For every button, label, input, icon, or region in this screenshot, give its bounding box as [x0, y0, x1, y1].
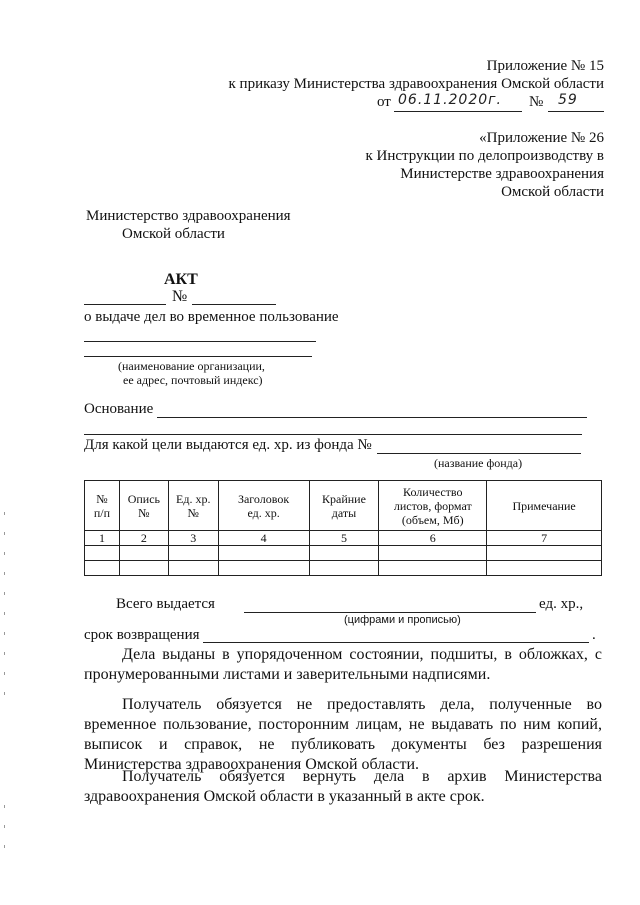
org-address-line2 [84, 356, 312, 357]
fund-caption: (название фонда) [434, 456, 523, 470]
table-column-number: 6 [379, 531, 487, 546]
table-cell [218, 561, 309, 576]
table-header-line: (объем, Мб) [401, 512, 464, 527]
appendix-15-order: к приказу Министерства здравоохранения Омской области [228, 76, 604, 92]
table-cell [119, 546, 168, 561]
total-unit: ед. хр., [539, 596, 584, 612]
table-header-line: № [96, 491, 108, 506]
act-num-label: № [172, 288, 188, 305]
total-caption: (цифрами и прописью) [344, 614, 461, 626]
table-header-line: № [187, 505, 199, 520]
total-label: Всего выдается [116, 596, 215, 612]
table-header-row [85, 481, 602, 531]
table-cell [309, 561, 379, 576]
table-column-number: 3 [168, 531, 218, 546]
table-cell [168, 561, 218, 576]
appendix-15-date-line [394, 111, 522, 112]
table-header-cell [168, 481, 218, 531]
scan-edge-marks [0, 0, 10, 905]
basis-label: Основание [84, 401, 154, 417]
act-subtitle: о выдаче дел во временное пользование [84, 309, 339, 325]
act-date-line [84, 304, 166, 305]
org-name-line1: Министерство здравоохранения [86, 208, 291, 224]
table-header-line: № [138, 505, 150, 520]
paragraph-delivery [84, 645, 602, 685]
paragraph-obligation-text: Получатель обязуется не предоставлять дела, полученные во временное пользование, посторонним лицам, не выдавать по ним копий, выписок и справок, не публиковать документы без разрешения Министерства здравоохранения Омской области. [84, 696, 602, 773]
act-title: АКТ [164, 271, 198, 288]
return-line [203, 642, 589, 643]
table-header-cell [487, 481, 602, 531]
act-num-line [192, 304, 276, 305]
table-column-number: 5 [309, 531, 379, 546]
table-header-line: Заголовок [237, 491, 290, 506]
appendix-26-line3: Омской области [501, 184, 604, 200]
table-column-number: 7 [487, 531, 602, 546]
paragraph-return [84, 767, 602, 807]
total-line [244, 612, 536, 613]
table-cell [85, 546, 120, 561]
org-caption-2: ее адрес, почтовый индекс) [123, 373, 263, 387]
appendix-15-num-handwritten: 59 [558, 92, 578, 108]
table-cell [487, 546, 602, 561]
table-header-cell [218, 481, 309, 531]
purpose-line [377, 453, 581, 454]
table-header-cell [119, 481, 168, 531]
table-number-row [85, 531, 602, 546]
org-name-line2: Омской области [122, 226, 225, 242]
table-column-number: 1 [85, 531, 120, 546]
table-row [85, 561, 602, 576]
table-header-cell [85, 481, 120, 531]
appendix-26-line2: Министерстве здравоохранения [400, 166, 604, 182]
appendix-26-line1: к Инструкции по делопроизводству в [365, 148, 604, 164]
table-header-line: п/п [93, 505, 111, 520]
appendix-15-from-label: от [377, 94, 391, 110]
table-row [85, 546, 602, 561]
table-header-line: Опись [127, 491, 160, 506]
table-header-line: Ед. хр. [176, 491, 211, 506]
paragraph-delivery-text: Дела выданы в упорядоченном состоянии, подшиты, в обложках, с пронумерованными листами и заверительными надписями. [84, 646, 602, 683]
table-header-cell [379, 481, 487, 531]
table-header-line: Крайние [321, 491, 366, 506]
appendix-15-date-handwritten: 06.11.2020г. [398, 92, 502, 108]
table-column-number: 4 [218, 531, 309, 546]
table-cell [168, 546, 218, 561]
purpose-label: Для какой цели выдаются ед. хр. из фонда № [84, 437, 372, 453]
appendix-15-title: Приложение № 15 [486, 58, 604, 74]
table-cell [487, 561, 602, 576]
table-header-line: Количество [403, 484, 463, 499]
table-header-line: даты [331, 505, 357, 520]
appendix-15-num-label: № [529, 94, 544, 110]
org-address-line1 [84, 341, 316, 342]
basis-line [157, 417, 587, 418]
paragraph-obligation [84, 695, 602, 775]
table-header-line: листов, формат [393, 498, 472, 513]
table-column-number: 2 [119, 531, 168, 546]
table-cell [379, 546, 487, 561]
table-cell [379, 561, 487, 576]
table-cell [309, 546, 379, 561]
table-cell [218, 546, 309, 561]
return-end: . [592, 627, 596, 643]
org-caption-1: (наименование организации, [118, 359, 265, 373]
paragraph-return-text: Получатель обязуется вернуть дела в архив Министерства здравоохранения Омской области в указанный в акте срок. [84, 768, 602, 805]
table-cell [85, 561, 120, 576]
table-header-line: ед. хр. [247, 505, 280, 520]
basis-line2 [84, 434, 582, 435]
table-cell [119, 561, 168, 576]
table-header-line: Примечание [512, 498, 576, 513]
table-header-cell [309, 481, 379, 531]
appendix-26-title: «Приложение № 26 [479, 130, 604, 146]
return-label: срок возвращения [84, 627, 200, 643]
items-table [84, 480, 602, 576]
appendix-15-num-line [548, 111, 604, 112]
